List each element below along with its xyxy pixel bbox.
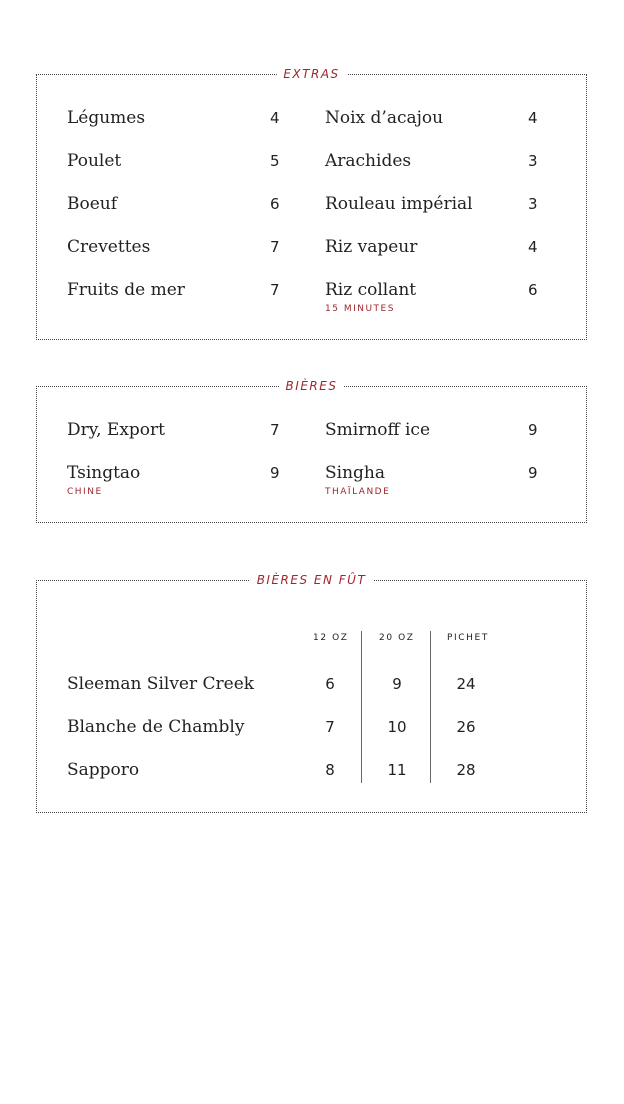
price-20oz: 10 <box>387 718 407 736</box>
beer-name: Sapporo <box>67 760 140 780</box>
item-name: Crevettes <box>67 237 151 257</box>
item-name: Tsingtao <box>67 463 141 483</box>
item-name: Dry, Export <box>67 420 165 440</box>
item-price: 6 <box>528 281 538 299</box>
section-title: EXTRAS <box>276 66 346 82</box>
item-price: 4 <box>528 109 538 127</box>
price-20oz: 11 <box>387 761 407 779</box>
item-name: Riz vapeur <box>325 237 418 257</box>
bieres-section <box>36 379 587 523</box>
price-12oz: 8 <box>325 761 335 779</box>
price-pichet: 26 <box>456 718 476 736</box>
column-header-12oz: 12 OZ <box>313 633 349 643</box>
item-price: 5 <box>270 152 280 170</box>
item-name: Smirnoff ice <box>325 420 431 440</box>
item-price: 4 <box>270 109 280 127</box>
item-note: THAÏLANDE <box>325 487 391 497</box>
item-price: 9 <box>270 464 280 482</box>
item-name: Poulet <box>67 151 122 171</box>
item-note: 15 MINUTES <box>325 304 395 314</box>
item-price: 3 <box>528 152 538 170</box>
section-title: BIÈRES <box>279 378 345 394</box>
item-name: Noix d’acajou <box>325 108 444 128</box>
item-name: Fruits de mer <box>67 280 185 300</box>
price-pichet: 28 <box>456 761 476 779</box>
price-20oz: 9 <box>392 675 402 693</box>
item-name: Riz collant <box>325 280 417 300</box>
price-pichet: 24 <box>456 675 476 693</box>
draft-row <box>67 674 537 696</box>
column-header-pichet: PICHET <box>447 633 489 643</box>
item-price: 7 <box>270 281 280 299</box>
extras-section <box>36 67 587 340</box>
item-name: Boeuf <box>67 194 118 214</box>
draft-row <box>67 760 537 782</box>
item-price: 7 <box>270 238 280 256</box>
item-price: 9 <box>528 421 538 439</box>
price-12oz: 7 <box>325 718 335 736</box>
item-price: 3 <box>528 195 538 213</box>
price-12oz: 6 <box>325 675 335 693</box>
beer-name: Blanche de Chambly <box>67 717 245 737</box>
item-price: 4 <box>528 238 538 256</box>
item-name: Légumes <box>67 108 146 128</box>
item-price: 9 <box>528 464 538 482</box>
item-name: Singha <box>325 463 385 483</box>
item-price: 7 <box>270 421 280 439</box>
beer-name: Sleeman Silver Creek <box>67 674 255 694</box>
item-name: Rouleau impérial <box>325 194 473 214</box>
item-note: CHINE <box>67 487 103 497</box>
section-title: BIÈRES EN FÛT <box>250 572 374 588</box>
column-header-20oz: 20 OZ <box>379 633 415 643</box>
draft-row <box>67 717 537 739</box>
draft-section <box>36 573 587 813</box>
item-name: Arachides <box>325 151 412 171</box>
item-price: 6 <box>270 195 280 213</box>
